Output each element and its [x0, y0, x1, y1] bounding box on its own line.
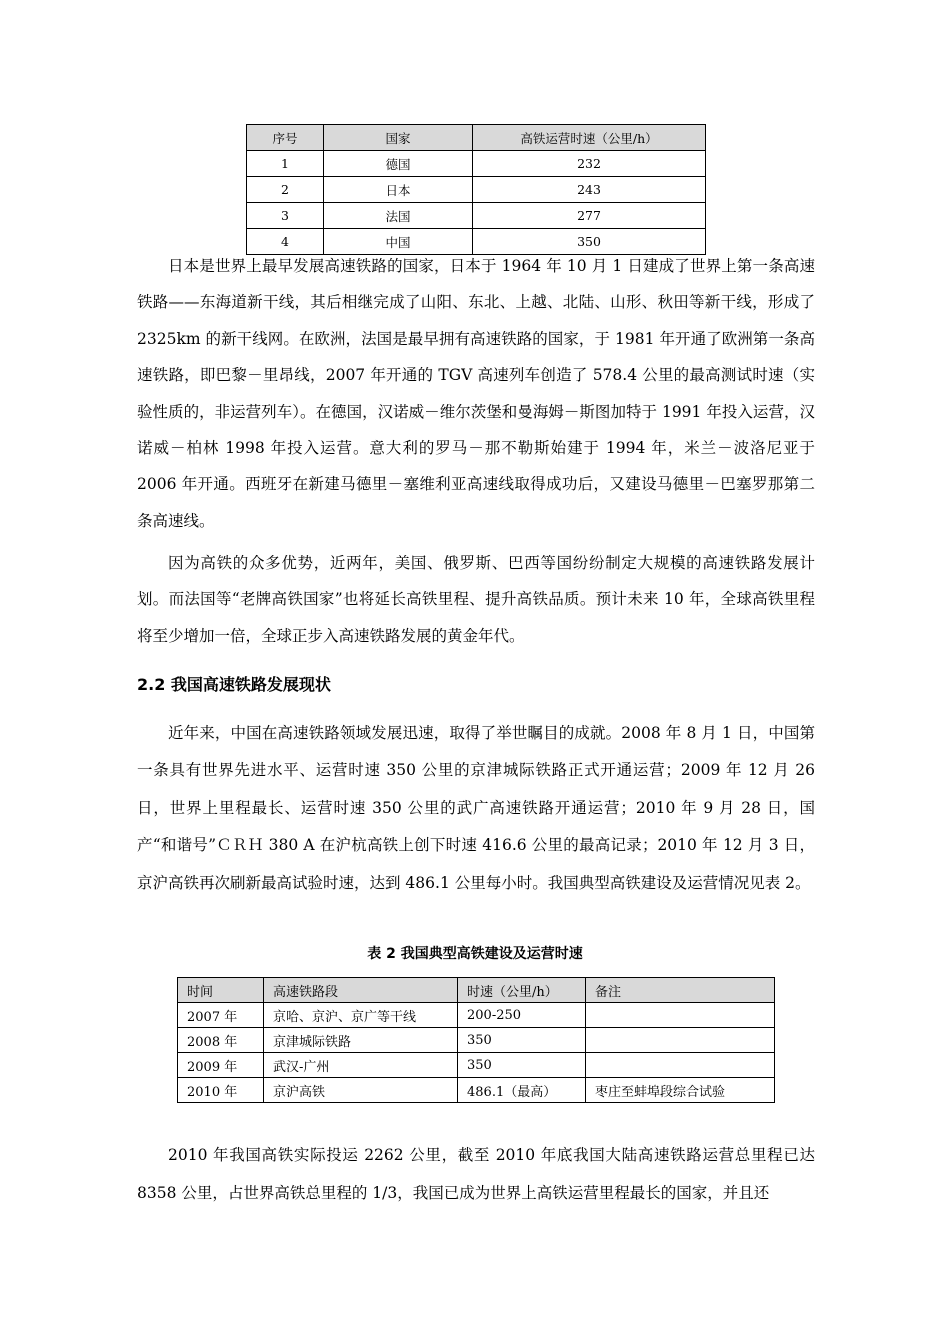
- table-cell: 枣庄至蚌埠段综合试验: [586, 1078, 775, 1103]
- table-header-cell: 序号: [247, 125, 324, 151]
- table-cell: 2007 年: [178, 1003, 264, 1028]
- table-row: [178, 1053, 775, 1078]
- world-hsr-speed-table: [246, 124, 706, 255]
- table-cell: 2008 年: [178, 1028, 264, 1053]
- table-cell: 350: [458, 1053, 586, 1078]
- table-caption: 表 2 我国典型高铁建设及运营时速: [367, 946, 583, 962]
- table-cell: 4: [247, 229, 324, 255]
- table-cell: 武汉-广州: [264, 1053, 458, 1078]
- table-cell: [586, 1053, 775, 1078]
- table-cell: 277: [473, 203, 706, 229]
- paragraph-global-plans: 因为高铁的众多优势，近两年，美国、俄罗斯、巴西等国纷纷制定大规模的高速铁路发展计划。而法国等“老牌高铁国家”也将延长高铁里程、提升高铁品质。预计未来 10 年，全球高铁里程将至少增加一倍，全球正步入高速铁路发展的黄金年代。: [137, 554, 815, 645]
- table-cell: 京津城际铁路: [264, 1028, 458, 1053]
- table-cell: 2009 年: [178, 1053, 264, 1078]
- table-cell: 法国: [324, 203, 473, 229]
- table-cell: [586, 1003, 775, 1028]
- table-cell: 200-250: [458, 1003, 586, 1028]
- table-row: [247, 203, 706, 229]
- table-cell: 京哈、京沪、京广等干线: [264, 1003, 458, 1028]
- table-header-cell: 备注: [586, 978, 775, 1003]
- table-cell: 日本: [324, 177, 473, 203]
- table-header-cell: 高速铁路段: [264, 978, 458, 1003]
- table-cell: 350: [458, 1028, 586, 1053]
- paragraph-2010-summary: 2010 年我国高铁实际投运 2262 公里，截至 2010 年底我国大陆高速铁路运营总里程已达 8358 公里，占世界高铁总里程的 1/3，我国已成为世界上高铁运营里程最长的国家，并且还: [137, 1146, 815, 1202]
- table-cell: 243: [473, 177, 706, 203]
- table-cell: 232: [473, 151, 706, 177]
- table-row: [178, 1003, 775, 1028]
- table-cell: 1: [247, 151, 324, 177]
- china-hsr-table: [177, 977, 775, 1103]
- table-row: [247, 151, 706, 177]
- table-cell: 3: [247, 203, 324, 229]
- table-cell: 京沪高铁: [264, 1078, 458, 1103]
- table-header-cell: 高铁运营时速（公里/h）: [473, 125, 706, 151]
- table-cell: [586, 1028, 775, 1053]
- table-row: [178, 1028, 775, 1053]
- table-cell: 2010 年: [178, 1078, 264, 1103]
- paragraph-china-hsr: 近年来，中国在高速铁路领域发展迅速，取得了举世瞩目的成就。2008 年 8 月 1 日，中国第一条具有世界先进水平、运营时速 350 公里的京津城际铁路正式开通运营；2009 年 12 月 26 日，世界上里程最长、运营时速 350 公里的武广高速铁路开通运营；2010 年 9 月 28 日，国产“和谐号”ＣＲＨ 380 A 在沪杭高铁上创下时速 416.6 公里的最高记录；2010 年 12 月 3 日，京沪高铁再次刷新最高试验时速，达到 486.1 公里每小时。我国典型高铁建设及运营情况见表 2。: [137, 724, 815, 892]
- table-header-cell: 时速（公里/h）: [458, 978, 586, 1003]
- paragraph-world-hsr-history: 日本是世界上最早发展高速铁路的国家，日本于 1964 年 10 月 1 日建成了世界上第一条高速铁路——东海道新干线，其后相继完成了山阳、东北、上越、北陆、山形、秋田等新干线，形成了 2325km 的新干线网。在欧洲，法国是最早拥有高速铁路的国家，于 1981 年开通了欧洲第一条高速铁路，即巴黎－里昂线，2007 年开通的 TGV 高速列车创造了 578.4 公里的最高测试时速（实验性质的，非运营列车）。在德国，汉诺威－维尔茨堡和曼海姆－斯图加特于 1991 年投入运营，汉诺威－柏林 1998 年投入运营。意大利的罗马－那不勒斯始建于 1994 年，米兰－波洛尼亚于 2006 年开通。西班牙在新建马德里－塞维利亚高速线取得成功后，又建设马德里－巴塞罗那第二条高速线。: [137, 257, 815, 530]
- table-cell: 486.1（最高）: [458, 1078, 586, 1103]
- table-row: [247, 177, 706, 203]
- table-header-cell: 时间: [178, 978, 264, 1003]
- table-header-row: [178, 978, 775, 1003]
- table-header-cell: 国家: [324, 125, 473, 151]
- table-cell: 350: [473, 229, 706, 255]
- table-cell: 2: [247, 177, 324, 203]
- table-cell: 中国: [324, 229, 473, 255]
- section-heading: 2.2 我国高速铁路发展现状: [137, 675, 331, 694]
- table-cell: 德国: [324, 151, 473, 177]
- table-header-row: [247, 125, 706, 151]
- table-row: [178, 1078, 775, 1103]
